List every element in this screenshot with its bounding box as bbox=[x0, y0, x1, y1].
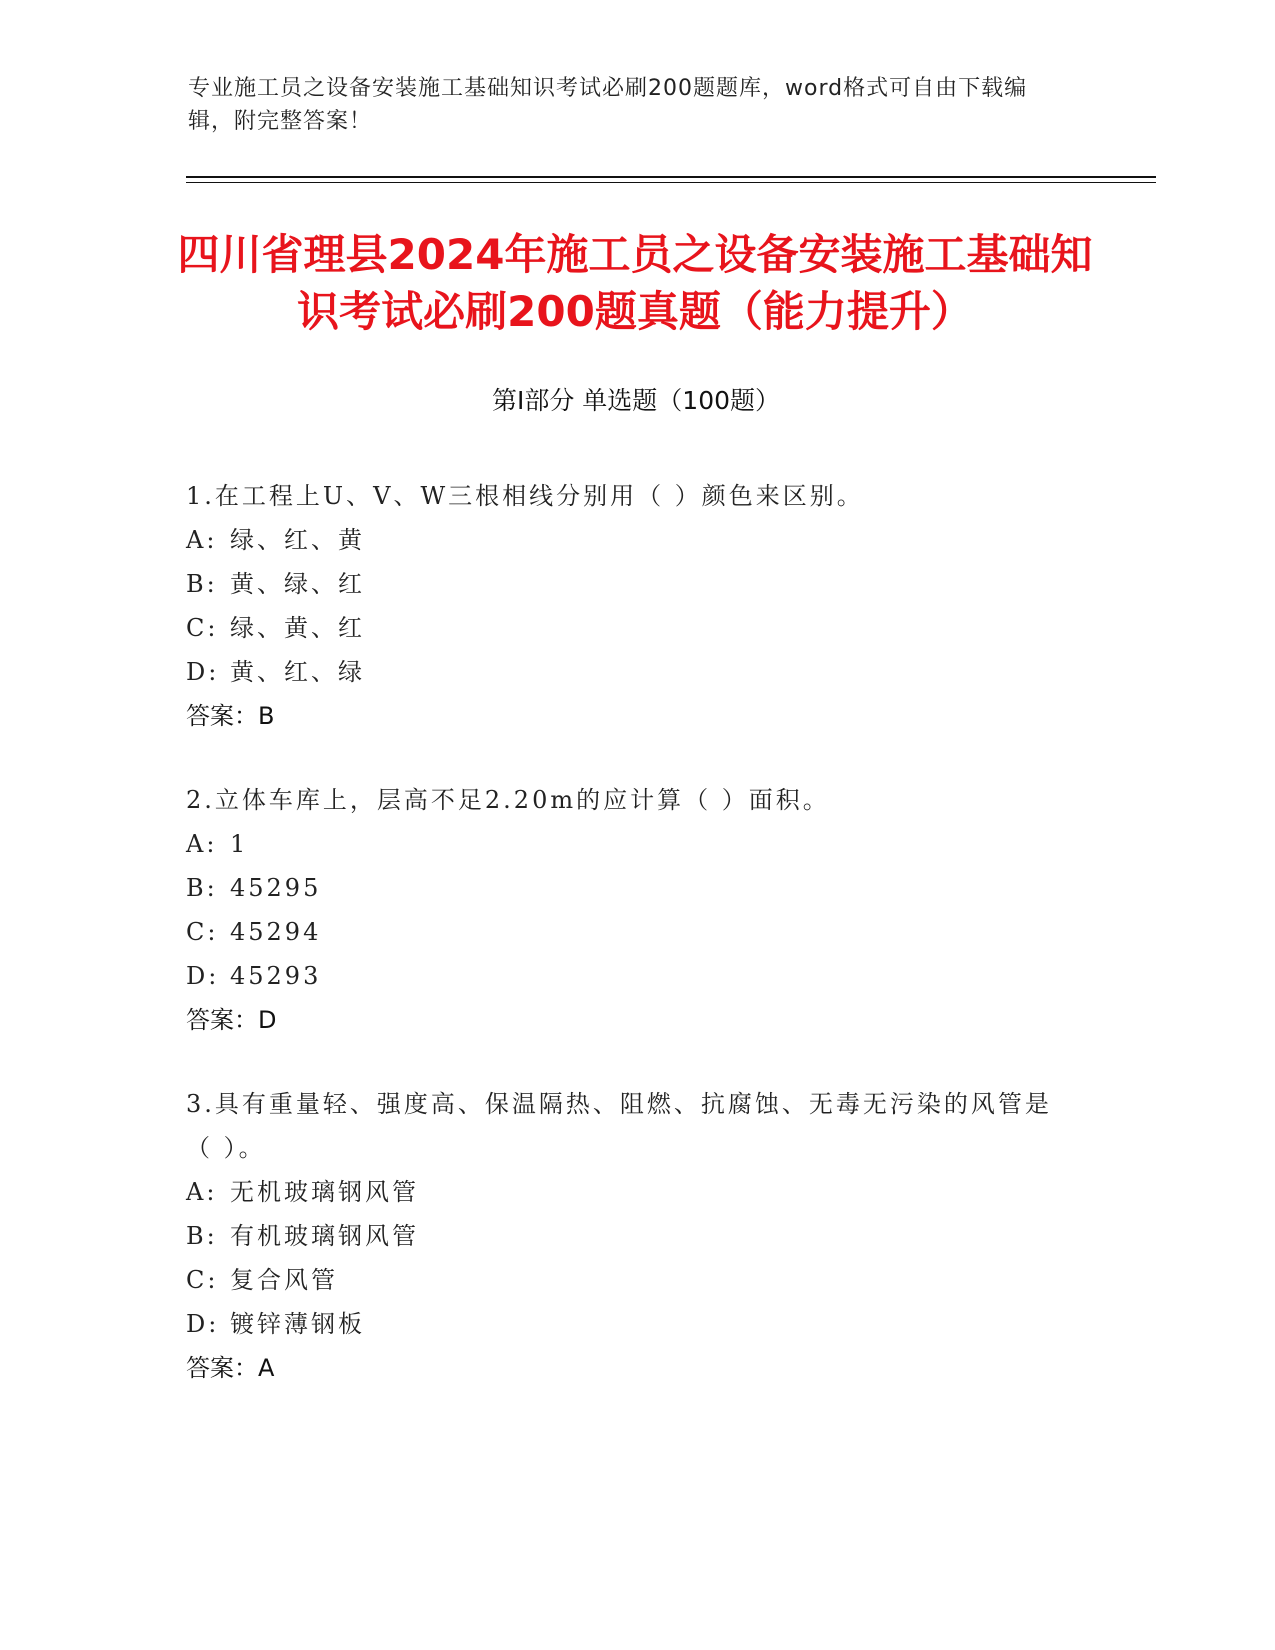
header-rule-thick bbox=[186, 176, 1156, 178]
question-1 bbox=[186, 474, 1066, 738]
option-key: A: bbox=[186, 526, 218, 554]
section-title: 第Ⅰ部分 单选题（100题） bbox=[491, 386, 781, 415]
option-d bbox=[186, 1302, 1066, 1346]
option-text: 45295 bbox=[230, 874, 322, 902]
option-a bbox=[186, 518, 1066, 562]
header-rule-thin bbox=[186, 182, 1156, 183]
option-text: 45294 bbox=[230, 918, 322, 946]
question-3 bbox=[186, 1082, 1066, 1390]
option-text: 有机玻璃钢风管 bbox=[230, 1222, 419, 1250]
question-answer: 答案：D bbox=[186, 1006, 277, 1034]
option-a bbox=[186, 1170, 1066, 1214]
option-key: D: bbox=[186, 658, 220, 686]
option-text: 1 bbox=[230, 830, 249, 858]
option-text: 黄、红、绿 bbox=[230, 658, 365, 686]
option-text: 黄、绿、红 bbox=[230, 570, 365, 598]
option-key: B: bbox=[186, 570, 218, 598]
option-text: 镀锌薄钢板 bbox=[230, 1310, 365, 1338]
option-b bbox=[186, 1214, 1066, 1258]
question-stem: 3.具有重量轻、强度高、保温隔热、阻燃、抗腐蚀、无毒无污染的风管是（ ）。 bbox=[186, 1090, 1052, 1162]
question-answer: 答案：B bbox=[186, 702, 275, 730]
header-note: 专业施工员之设备安装施工基础知识考试必刷200题题库，word格式可自由下载编辑，附完整答案！ bbox=[188, 76, 1028, 134]
option-key: B: bbox=[186, 874, 218, 902]
question-2 bbox=[186, 778, 1066, 1042]
option-key: D: bbox=[186, 962, 220, 990]
document-title: 四川省理县2024年施工员之设备安装施工基础知识考试必刷200题真题（能力提升） bbox=[177, 230, 1093, 336]
option-d bbox=[186, 954, 1066, 998]
option-key: A: bbox=[186, 1178, 218, 1206]
option-d bbox=[186, 650, 1066, 694]
option-text: 绿、黄、红 bbox=[230, 614, 365, 642]
option-key: A: bbox=[186, 830, 218, 858]
option-b bbox=[186, 866, 1066, 910]
option-text: 无机玻璃钢风管 bbox=[230, 1178, 419, 1206]
option-key: B: bbox=[186, 1222, 218, 1250]
question-stem: 2.立体车库上，层高不足2.20m的应计算（ ）面积。 bbox=[186, 786, 830, 814]
option-c bbox=[186, 1258, 1066, 1302]
option-a bbox=[186, 822, 1066, 866]
question-list bbox=[186, 474, 1066, 1430]
option-text: 绿、红、黄 bbox=[230, 526, 365, 554]
question-answer: 答案：A bbox=[186, 1354, 275, 1382]
option-key: D: bbox=[186, 1310, 220, 1338]
option-c bbox=[186, 910, 1066, 954]
option-c bbox=[186, 606, 1066, 650]
option-b bbox=[186, 562, 1066, 606]
option-key: C: bbox=[186, 614, 219, 642]
option-text: 复合风管 bbox=[230, 1266, 338, 1294]
option-text: 45293 bbox=[230, 962, 322, 990]
option-key: C: bbox=[186, 1266, 219, 1294]
question-stem: 1.在工程上U、V、W三根相线分别用（ ）颜色来区别。 bbox=[186, 482, 864, 510]
option-key: C: bbox=[186, 918, 219, 946]
